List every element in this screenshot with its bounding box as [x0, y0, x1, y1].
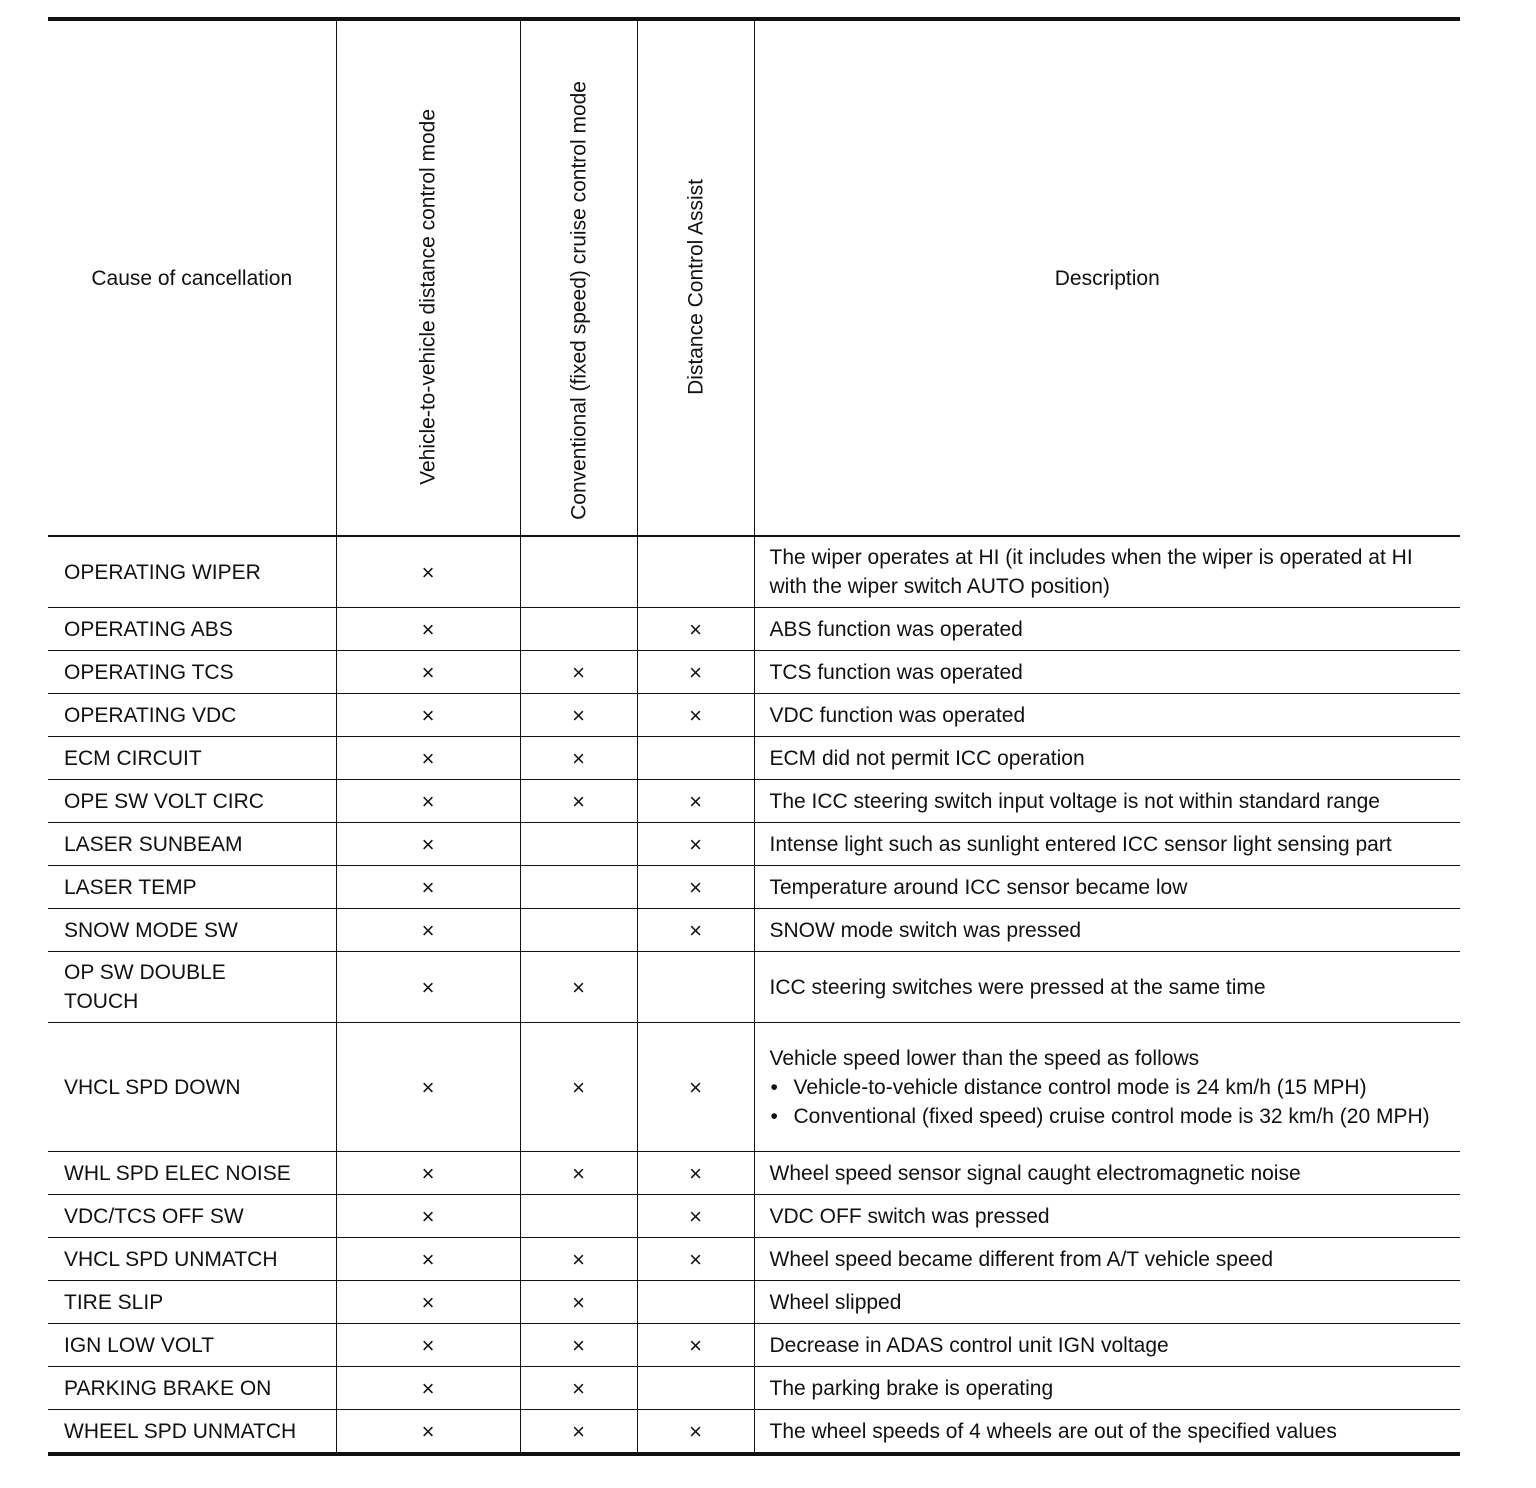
cause-cell: OPERATING WIPER — [48, 536, 336, 608]
cause-cell: OPE SW VOLT CIRC — [48, 780, 336, 823]
vehicle-distance-mark: × — [336, 909, 520, 952]
conventional-mark: × — [520, 1238, 637, 1281]
vehicle-distance-mark: × — [336, 737, 520, 780]
table-row — [48, 651, 1460, 694]
cause-cell: SNOW MODE SW — [48, 909, 336, 952]
cause-cell: OPERATING TCS — [48, 651, 336, 694]
conventional-mark: × — [520, 737, 637, 780]
dca-mark: × — [637, 1195, 754, 1238]
dca-mark — [637, 1281, 754, 1324]
vehicle-distance-mark: × — [336, 780, 520, 823]
vehicle-distance-mark: × — [336, 1152, 520, 1195]
cause-cell: LASER TEMP — [48, 866, 336, 909]
conventional-mark: × — [520, 1324, 637, 1367]
cause-cell: TIRE SLIP — [48, 1281, 336, 1324]
cancellation-table — [48, 17, 1460, 1456]
conventional-mark: × — [520, 1281, 637, 1324]
table-row — [48, 1367, 1460, 1410]
description-text: Vehicle speed lower than the speed as follows — [769, 1046, 1200, 1070]
conventional-mark — [520, 608, 637, 651]
dca-mark: × — [637, 1410, 754, 1455]
vehicle-distance-mark: × — [336, 823, 520, 866]
dca-mark: × — [637, 694, 754, 737]
dca-mark: × — [637, 651, 754, 694]
header-conventional-label: Conventional (fixed speed) cruise control mode — [567, 81, 590, 520]
dca-mark: × — [637, 823, 754, 866]
header-vehicle-distance-label: Vehicle-to-vehicle distance control mode — [416, 109, 440, 485]
bullet-item: • Conventional (fixed speed) cruise control mode is 32 km/h (20 MPH) — [770, 1102, 1455, 1131]
description-cell — [754, 608, 1460, 651]
conventional-mark: × — [520, 651, 637, 694]
dca-mark — [637, 536, 754, 608]
description-cell — [754, 1023, 1460, 1152]
description-cell — [754, 1152, 1460, 1195]
cause-cell: PARKING BRAKE ON — [48, 1367, 336, 1410]
cause-cell: ECM CIRCUIT — [48, 737, 336, 780]
table-row — [48, 1152, 1460, 1195]
dca-mark: × — [637, 1152, 754, 1195]
cause-cell: OPERATING ABS — [48, 608, 336, 651]
description-cell — [754, 737, 1460, 780]
cause-cell: OP SW DOUBLE TOUCH — [48, 952, 336, 1023]
description-text: The wheel speeds of 4 wheels are out of the specified values — [769, 1419, 1337, 1443]
table-row — [48, 694, 1460, 737]
description-cell — [754, 651, 1460, 694]
description-text: Wheel speed sensor signal caught electromagnetic noise — [769, 1161, 1301, 1185]
description-text: Wheel slipped — [769, 1290, 902, 1314]
cause-cell: VHCL SPD DOWN — [48, 1023, 336, 1152]
cause-cell: IGN LOW VOLT — [48, 1324, 336, 1367]
dca-mark: × — [637, 1238, 754, 1281]
vehicle-distance-mark: × — [336, 1367, 520, 1410]
conventional-mark: × — [520, 1152, 637, 1195]
dca-mark: × — [637, 866, 754, 909]
description-text: VDC OFF switch was pressed — [769, 1204, 1050, 1228]
table-row — [48, 952, 1460, 1023]
table-row — [48, 1238, 1460, 1281]
header-dca-label: Distance Control Assist — [684, 179, 707, 395]
header-row — [48, 19, 1460, 536]
table-row — [48, 608, 1460, 651]
conventional-mark — [520, 866, 637, 909]
header-vehicle-distance — [336, 19, 520, 536]
dca-mark — [637, 952, 754, 1023]
vehicle-distance-mark: × — [336, 608, 520, 651]
table-row — [48, 737, 1460, 780]
vehicle-distance-mark: × — [336, 536, 520, 608]
description-cell — [754, 1195, 1460, 1238]
description-cell — [754, 1410, 1460, 1455]
cause-cell: WHL SPD ELEC NOISE — [48, 1152, 336, 1195]
description-text: The wiper operates at HI (it includes when the wiper is operated at HI with the wiper switch AUTO position) — [769, 546, 1413, 598]
conventional-mark: × — [520, 780, 637, 823]
conventional-mark — [520, 1195, 637, 1238]
description-text: TCS function was operated — [769, 660, 1023, 684]
table-row — [48, 1195, 1460, 1238]
conventional-mark: × — [520, 1023, 637, 1152]
vehicle-distance-mark: × — [336, 1281, 520, 1324]
dca-mark: × — [637, 608, 754, 651]
description-text: Temperature around ICC sensor became low — [769, 875, 1188, 899]
cause-cell: OPERATING VDC — [48, 694, 336, 737]
dca-mark — [637, 737, 754, 780]
table-row — [48, 866, 1460, 909]
table-row — [48, 1023, 1460, 1152]
description-cell — [754, 1281, 1460, 1324]
table-row — [48, 536, 1460, 608]
table-row — [48, 909, 1460, 952]
header-description — [754, 19, 1460, 536]
conventional-mark — [520, 823, 637, 866]
description-cell — [754, 952, 1460, 1023]
description-text: Decrease in ADAS control unit IGN voltage — [769, 1333, 1169, 1357]
conventional-mark: × — [520, 1410, 637, 1455]
cause-cell: VHCL SPD UNMATCH — [48, 1238, 336, 1281]
table-row — [48, 1410, 1460, 1455]
table-row — [48, 1281, 1460, 1324]
table-row — [48, 823, 1460, 866]
description-bullets — [770, 1073, 1455, 1131]
vehicle-distance-mark: × — [336, 1023, 520, 1152]
bullet-item: • Vehicle-to-vehicle distance control mode is 24 km/h (15 MPH) — [770, 1073, 1455, 1102]
vehicle-distance-mark: × — [336, 651, 520, 694]
description-text: SNOW mode switch was pressed — [769, 918, 1082, 942]
description-text: ECM did not permit ICC operation — [769, 746, 1085, 770]
dca-mark: × — [637, 909, 754, 952]
conventional-mark: × — [520, 694, 637, 737]
description-text: Wheel speed became different from A/T vehicle speed — [769, 1247, 1274, 1271]
header-cause — [48, 19, 336, 536]
description-cell — [754, 536, 1460, 608]
cause-cell: LASER SUNBEAM — [48, 823, 336, 866]
conventional-mark: × — [520, 1367, 637, 1410]
description-cell — [754, 1324, 1460, 1367]
cause-cell: WHEEL SPD UNMATCH — [48, 1410, 336, 1455]
description-text: The ICC steering switch input voltage is not within standard range — [769, 789, 1380, 813]
header-conventional — [520, 19, 637, 536]
description-text: ICC steering switches were pressed at the same time — [769, 975, 1266, 999]
vehicle-distance-mark: × — [336, 1195, 520, 1238]
header-cause-label: Cause of cancellation — [91, 266, 293, 290]
header-dca — [637, 19, 754, 536]
description-text: VDC function was operated — [769, 703, 1026, 727]
dca-mark: × — [637, 780, 754, 823]
conventional-mark — [520, 909, 637, 952]
conventional-mark — [520, 536, 637, 608]
dca-mark: × — [637, 1324, 754, 1367]
description-cell — [754, 1238, 1460, 1281]
dca-mark — [637, 1367, 754, 1410]
description-cell — [754, 866, 1460, 909]
description-text: ABS function was operated — [769, 617, 1023, 641]
description-cell — [754, 1367, 1460, 1410]
table-row — [48, 780, 1460, 823]
vehicle-distance-mark: × — [336, 866, 520, 909]
conventional-mark: × — [520, 952, 637, 1023]
vehicle-distance-mark: × — [336, 1324, 520, 1367]
description-cell — [754, 823, 1460, 866]
cause-cell: VDC/TCS OFF SW — [48, 1195, 336, 1238]
vehicle-distance-mark: × — [336, 1238, 520, 1281]
vehicle-distance-mark: × — [336, 952, 520, 1023]
description-cell — [754, 780, 1460, 823]
description-text: Intense light such as sunlight entered ICC sensor light sensing part — [769, 832, 1392, 856]
description-text: The parking brake is operating — [769, 1376, 1054, 1400]
header-description-label: Description — [1054, 266, 1160, 290]
dca-mark: × — [637, 1023, 754, 1152]
description-cell — [754, 909, 1460, 952]
description-cell — [754, 694, 1460, 737]
vehicle-distance-mark: × — [336, 1410, 520, 1455]
table-body — [48, 536, 1460, 1454]
vehicle-distance-mark: × — [336, 694, 520, 737]
table-row — [48, 1324, 1460, 1367]
